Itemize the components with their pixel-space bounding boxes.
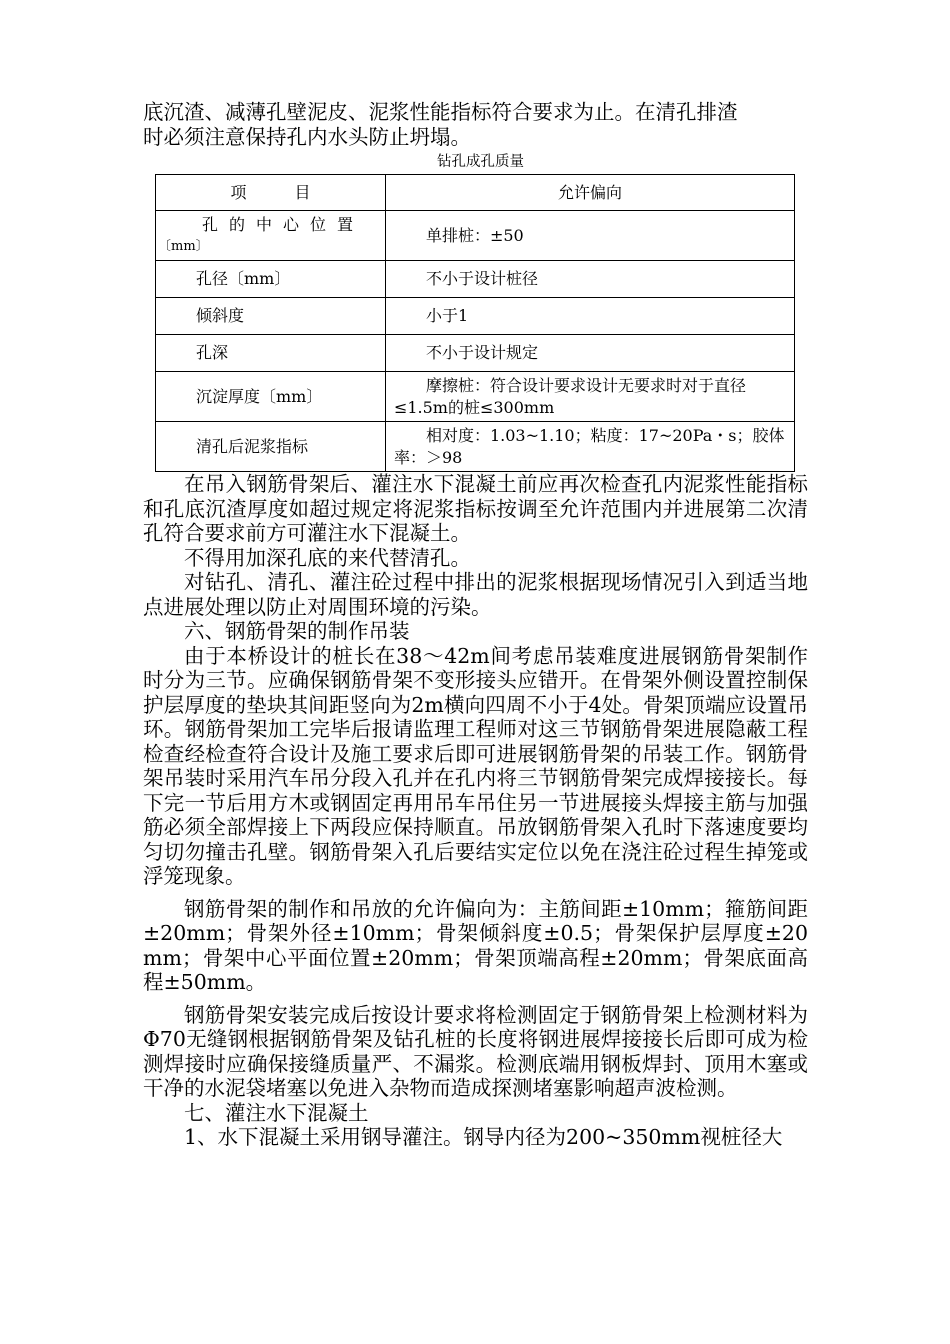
paragraph-slurry-disposal: 对钻孔、清孔、灌注砼过程中排出的泥浆根据现场情况引入到适当地点进展处理以防止对周围环境的污染。 — [143, 570, 808, 619]
document-page — [143, 100, 808, 1150]
section-heading-7: 七、灌注水下混凝土 — [184, 1100, 369, 1125]
table-row — [156, 298, 795, 335]
row-item: 倾斜度 — [156, 298, 386, 335]
paragraph-detection-pipe: 钢筋骨架安装完成后按设计要求将检测固定于钢筋骨架上检测材料为Φ70无缝钢根据钢筋骨架及钻孔桩的长度将钢进展焊接接长后即可成为检测焊接时应确保接缝质量严、不漏浆。检测底端用钢板焊封、顶用木塞或干净的水泥袋堵塞以免进入杂物而造成探测堵塞影响超声波检测。 — [143, 1002, 808, 1100]
section-heading-6: 六、钢筋骨架的制作吊装 — [184, 619, 410, 643]
paragraph-cage-fabrication: 由于本桥设计的桩长在38～42m间考虑吊装难度进展钢筋骨架制作时分为三节。应确保钢筋骨架不变形接头应错开。在骨架外侧设置控制保护层厚度的垫块其间距竖向为2m横向四周不小于4处。骨架顶端应设置吊环。钢筋骨架加工完毕后报请监理工程师对这三节钢筋骨架进展隐蔽工程检查经检查符合设计及施工要求后即可进展钢筋骨架的吊装工作。钢筋骨架吊装时采用汽车吊分段入孔并在孔内将三节钢筋骨架完成焊接接长。每下完一节后用方木或钢固定再用吊车吊住另一节进展接头焊接主筋与加强筋必须全部焊接上下两段应保持顺直。吊放钢筋骨架入孔时下落速度要均匀切勿撞击孔壁。钢筋骨架入孔后要结实定位以免在浇注砼过程生掉笼或浮笼现象。 — [143, 643, 808, 888]
paragraph-pouring: 1、水下混凝土采用钢导灌注。钢导内径为200~350mm视桩径大 — [184, 1125, 783, 1149]
table-caption: 钻孔成孔质量 — [437, 154, 524, 170]
paragraph-cage-tolerance: 钢筋骨架的制作和吊放的允许偏向为：主筋间距±10mm；箍筋间距±20mm；骨架外径±10mm；骨架倾斜度±0.5；骨架保护层厚度±20mm；骨架中心平面位置±20mm；骨架顶端高程±20mm；骨架底面高程±50mm。 — [143, 896, 808, 994]
header-tolerance: 允许偏向 — [385, 175, 794, 211]
row-item: 清孔后泥浆指标 — [156, 422, 386, 472]
row-value: 不小于设计桩径 — [385, 261, 794, 298]
intro-line-1: 底沉渣、减薄孔壁泥皮、泥浆性能指标符合要求为止。在清孔排渣 — [143, 100, 738, 124]
table-row — [156, 372, 795, 422]
table-row — [156, 335, 795, 372]
paragraph-recheck: 在吊入钢筋骨架后、灌注水下混凝土前应再次检查孔内泥浆性能指标和孔底沉渣厚度如超过规定将泥浆指标按调至允许范围内并进展第二次清孔符合要求前方可灌注水下混凝土。 — [143, 472, 808, 545]
table-row — [156, 211, 795, 261]
row-value: 单排桩：±50 — [385, 211, 794, 261]
row-item-cell — [156, 211, 386, 261]
row-value: 小于1 — [385, 298, 794, 335]
paragraph-no-deepening: 不得用加深孔底的来代替清孔。 — [184, 545, 471, 570]
row-value: 不小于设计规定 — [385, 335, 794, 372]
intro-line-2: 时必须注意保持孔内水头防止坍塌。 — [143, 124, 471, 149]
row-item-unit: 〔mm〕 — [158, 238, 209, 254]
row-item: 孔的中心位置 — [202, 214, 365, 234]
table-header-row — [156, 175, 795, 211]
row-item: 沉淀厚度〔mm〕 — [156, 372, 386, 422]
row-value: 相对度：1.03~1.10；粘度：17~20Pa・s；胶体率：＞98 — [385, 422, 794, 472]
header-item: 项 目 — [156, 175, 386, 211]
drilling-quality-table — [155, 174, 795, 472]
table-row — [156, 422, 795, 472]
row-item: 孔径〔mm〕 — [156, 261, 386, 298]
table-row — [156, 261, 795, 298]
row-value: 摩擦桩：符合设计要求设计无要求时对于直径≤1.5m的桩≤300mm — [385, 372, 794, 422]
row-item: 孔深 — [156, 335, 386, 372]
